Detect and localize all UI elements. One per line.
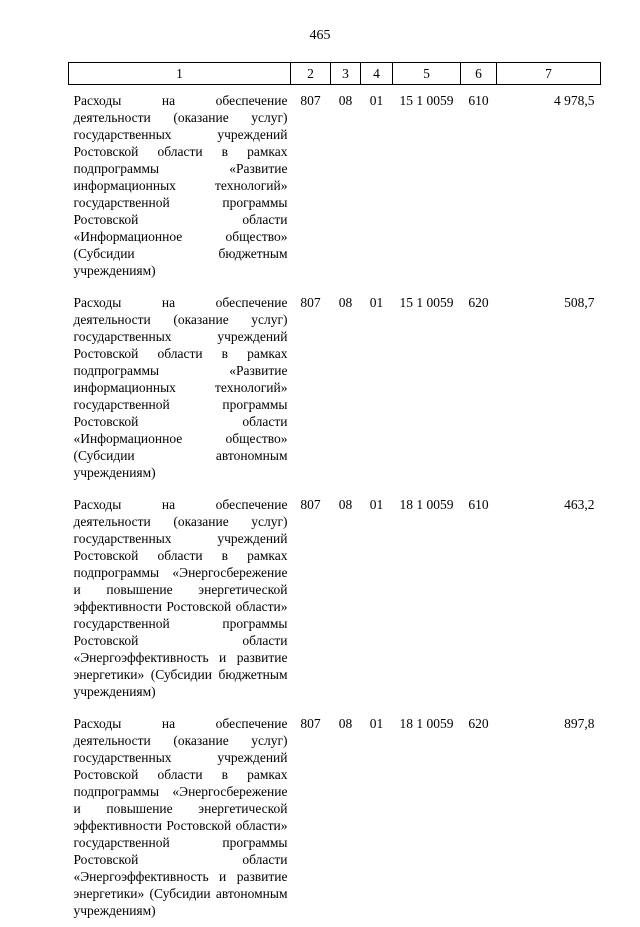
row-description: Расходы на обеспечение деятельности (оказание услуг) государственных учреждений Ростовской области в рамках подпрограммы «Энергосбережение и повышение энергетической эффективности Ростовской области» государственной программы Ростовской области «Энергоэффективность и развитие энергетики» (Субсидии бюджетным учреждениям)	[69, 489, 291, 708]
row-ministry-code: 807	[291, 489, 331, 708]
row-ministry-code: 807	[291, 287, 331, 489]
row-subsection-code: 01	[361, 489, 393, 708]
row-subsection-code: 01	[361, 85, 393, 288]
row-description: Расходы на обеспечение деятельности (оказание услуг) государственных учреждений Ростовской области в рамках подпрограммы «Энергосбережение и повышение энергетической эффективности Ростовской области» государственной программы Ростовской области «Энергоэффективность и развитие энергетики» (Субсидии автономным учреждениям)	[69, 708, 291, 927]
row-ministry-code: 807	[291, 85, 331, 288]
row-target-code: 15 1 0059	[393, 287, 461, 489]
row-section-code: 08	[331, 287, 361, 489]
header-row	[69, 63, 601, 85]
header-col-1: 1	[69, 63, 291, 85]
row-subsection-code: 01	[361, 708, 393, 927]
table-row	[69, 489, 601, 708]
row-target-code: 18 1 0059	[393, 489, 461, 708]
row-amount: 508,7	[497, 287, 601, 489]
page-number: 465	[0, 28, 640, 44]
row-amount: 897,8	[497, 708, 601, 927]
row-amount: 4 978,5	[497, 85, 601, 288]
table-row	[69, 287, 601, 489]
row-subsection-code: 01	[361, 287, 393, 489]
table-body	[69, 85, 601, 927]
header-col-3: 3	[331, 63, 361, 85]
row-expense-type-code: 610	[461, 489, 497, 708]
table-header	[69, 63, 601, 85]
row-description: Расходы на обеспечение деятельности (оказание услуг) государственных учреждений Ростовской области в рамках подпрограммы «Развитие информационных технологий» государственной программы Ростовской области «Информационное общество» (Субсидии бюджетным учреждениям)	[69, 85, 291, 288]
row-description: Расходы на обеспечение деятельности (оказание услуг) государственных учреждений Ростовской области в рамках подпрограммы «Развитие информационных технологий» государственной программы Ростовской области «Информационное общество» (Субсидии автономным учреждениям)	[69, 287, 291, 489]
row-target-code: 15 1 0059	[393, 85, 461, 288]
row-expense-type-code: 610	[461, 85, 497, 288]
table-row	[69, 708, 601, 927]
row-section-code: 08	[331, 85, 361, 288]
table-row	[69, 85, 601, 288]
row-section-code: 08	[331, 708, 361, 927]
row-section-code: 08	[331, 489, 361, 708]
header-col-4: 4	[361, 63, 393, 85]
row-amount: 463,2	[497, 489, 601, 708]
row-expense-type-code: 620	[461, 287, 497, 489]
header-col-6: 6	[461, 63, 497, 85]
row-expense-type-code: 620	[461, 708, 497, 927]
budget-table	[68, 62, 601, 927]
row-target-code: 18 1 0059	[393, 708, 461, 927]
header-col-7: 7	[497, 63, 601, 85]
header-col-5: 5	[393, 63, 461, 85]
row-ministry-code: 807	[291, 708, 331, 927]
header-col-2: 2	[291, 63, 331, 85]
